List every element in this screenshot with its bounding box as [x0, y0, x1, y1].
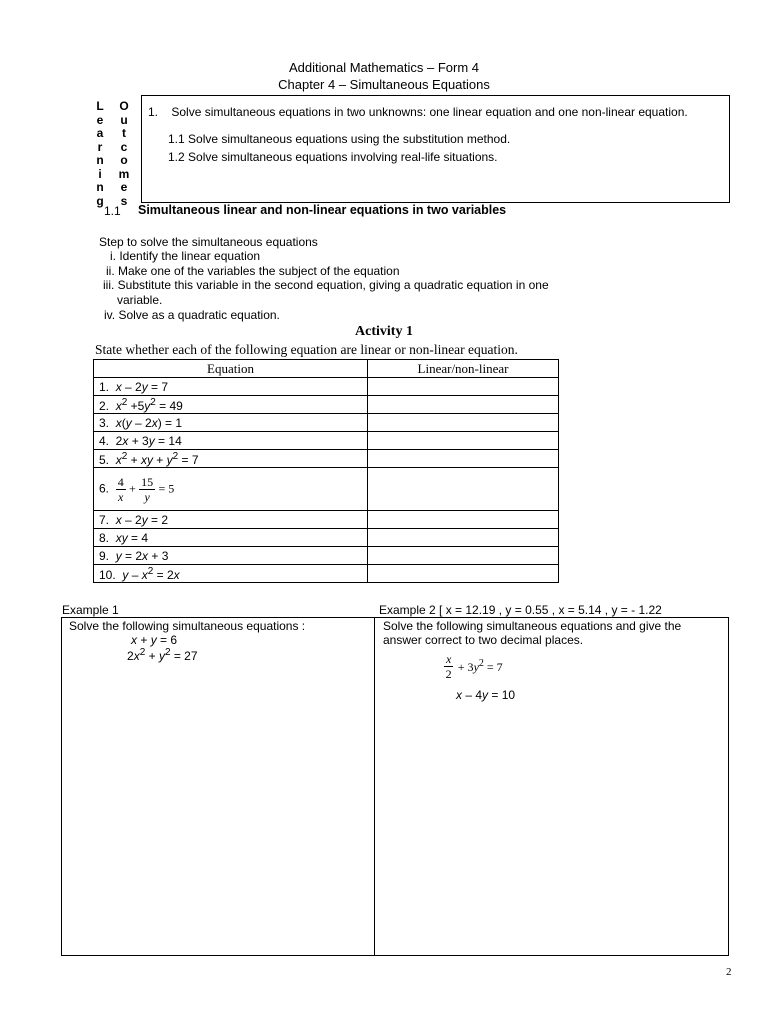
answer-cell[interactable] — [368, 450, 559, 468]
example-2-prompt-continued: answer correct to two decimal places. — [383, 633, 584, 647]
example-1-prompt: Solve the following simultaneous equations : — [69, 619, 306, 633]
equation-cell: 5. $x^2$ + xy + $y^2 = 7$ — [94, 450, 368, 468]
answer-cell[interactable] — [368, 396, 559, 414]
outcome-1-2: 1.2 Solve simultaneous equations involving real-life situations. — [168, 150, 498, 164]
answer-cell[interactable] — [368, 432, 559, 450]
example-1-equation-1: x + y = 6 — [131, 633, 178, 647]
table-row — [94, 414, 559, 432]
equation-cell: 3. x(y – 2x) = 1 — [94, 414, 368, 432]
equation-cell: 6. $\frac{4}{x}$ + $\frac{15}{y}$ = 5 — [94, 468, 368, 511]
answer-cell[interactable] — [368, 511, 559, 529]
example-2-equation-2: x – 4y = 10 — [456, 688, 516, 702]
table-row — [94, 378, 559, 396]
activity-instruction: State whether each of the following equation are linear or non-linear equation. — [95, 342, 518, 357]
example-2-prompt: Solve the following simultaneous equations and give the — [383, 619, 682, 633]
fraction-x-over-2: $\frac{x}{2}$ — [445, 652, 452, 681]
equation-cell: 9. y = 2x + 3 — [94, 547, 368, 565]
answer-cell[interactable] — [368, 529, 559, 547]
outcome-main: 1. Solve simultaneous equations in two unknowns: one linear equation and one non-linear equation. — [148, 105, 688, 119]
learning-vertical-label: L e a r n i n g — [96, 99, 104, 208]
column-header-equation: Equation — [94, 360, 368, 378]
equation-cell: 4. 2x + 3y = 14 — [94, 432, 368, 450]
table-row — [94, 396, 559, 414]
step-iv: iv. Solve as a quadratic equation. — [104, 308, 280, 322]
table-row — [94, 432, 559, 450]
equation-cell: 7. x – 2y = 2 — [94, 511, 368, 529]
fraction-4-over-x: $\frac{4}{x}$ — [117, 474, 124, 504]
answer-cell[interactable] — [368, 565, 559, 583]
page-number: 2 — [726, 966, 732, 978]
outcome-1-1: 1.1 Solve simultaneous equations using the substitution method. — [168, 132, 511, 146]
step-iii-continued: variable. — [117, 293, 163, 307]
answer-cell[interactable] — [368, 468, 559, 511]
example-2-equation-1: $\frac{x}{2}$ + $3y^2 = 7$ — [445, 652, 503, 681]
example-1-equation-2: $2x^2 + y^2 = 27$ — [127, 647, 198, 663]
section-title: Simultaneous linear and non-linear equations in two variables — [138, 203, 507, 217]
fraction-15-over-y: $\frac{15}{y}$ — [141, 474, 154, 504]
example-1-label: Example 1 — [62, 603, 119, 617]
document-title: Additional Mathematics – Form 4 — [288, 60, 480, 75]
column-header-type: Linear/non-linear — [368, 360, 559, 378]
table-row — [94, 511, 559, 529]
step-ii: ii. Make one of the variables the subject of the equation — [106, 264, 400, 278]
table-row — [94, 468, 559, 511]
table-row — [94, 565, 559, 583]
equation-cell: 2. $x^2 +5y^2 = 49$ — [94, 396, 368, 414]
table-row — [94, 450, 559, 468]
step-i: i. Identify the linear equation — [110, 249, 261, 263]
steps-intro: Step to solve the simultaneous equations — [99, 235, 318, 249]
equation-cell: 10. $y - x^2 = 2x$ — [94, 565, 368, 583]
chapter-title: Chapter 4 – Simultaneous Equations — [278, 77, 490, 92]
step-iii: iii. Substitute this variable in the second equation, giving a quadratic equation in one — [103, 278, 549, 292]
learning-outcomes-box — [141, 95, 730, 203]
table-header-row — [94, 360, 559, 378]
equation-cell: 8. xy = 4 — [94, 529, 368, 547]
answer-cell[interactable] — [368, 414, 559, 432]
outcomes-vertical-label: O u t c o m e s — [118, 99, 130, 208]
examples-divider — [374, 617, 375, 956]
activity-title: Activity 1 — [355, 324, 413, 339]
table-row — [94, 529, 559, 547]
equation-table — [93, 359, 559, 583]
answer-cell[interactable] — [368, 378, 559, 396]
example-2-label: Example 2 [ x = 12.19 , y = 0.55 , x = 5.14 , y = - 1.22 — [379, 603, 662, 617]
answer-cell[interactable] — [368, 547, 559, 565]
table-row — [94, 547, 559, 565]
section-number: 1.1 — [104, 204, 121, 218]
examples-box — [61, 617, 729, 956]
equation-cell: 1. x – 2y = 7 — [94, 378, 368, 396]
